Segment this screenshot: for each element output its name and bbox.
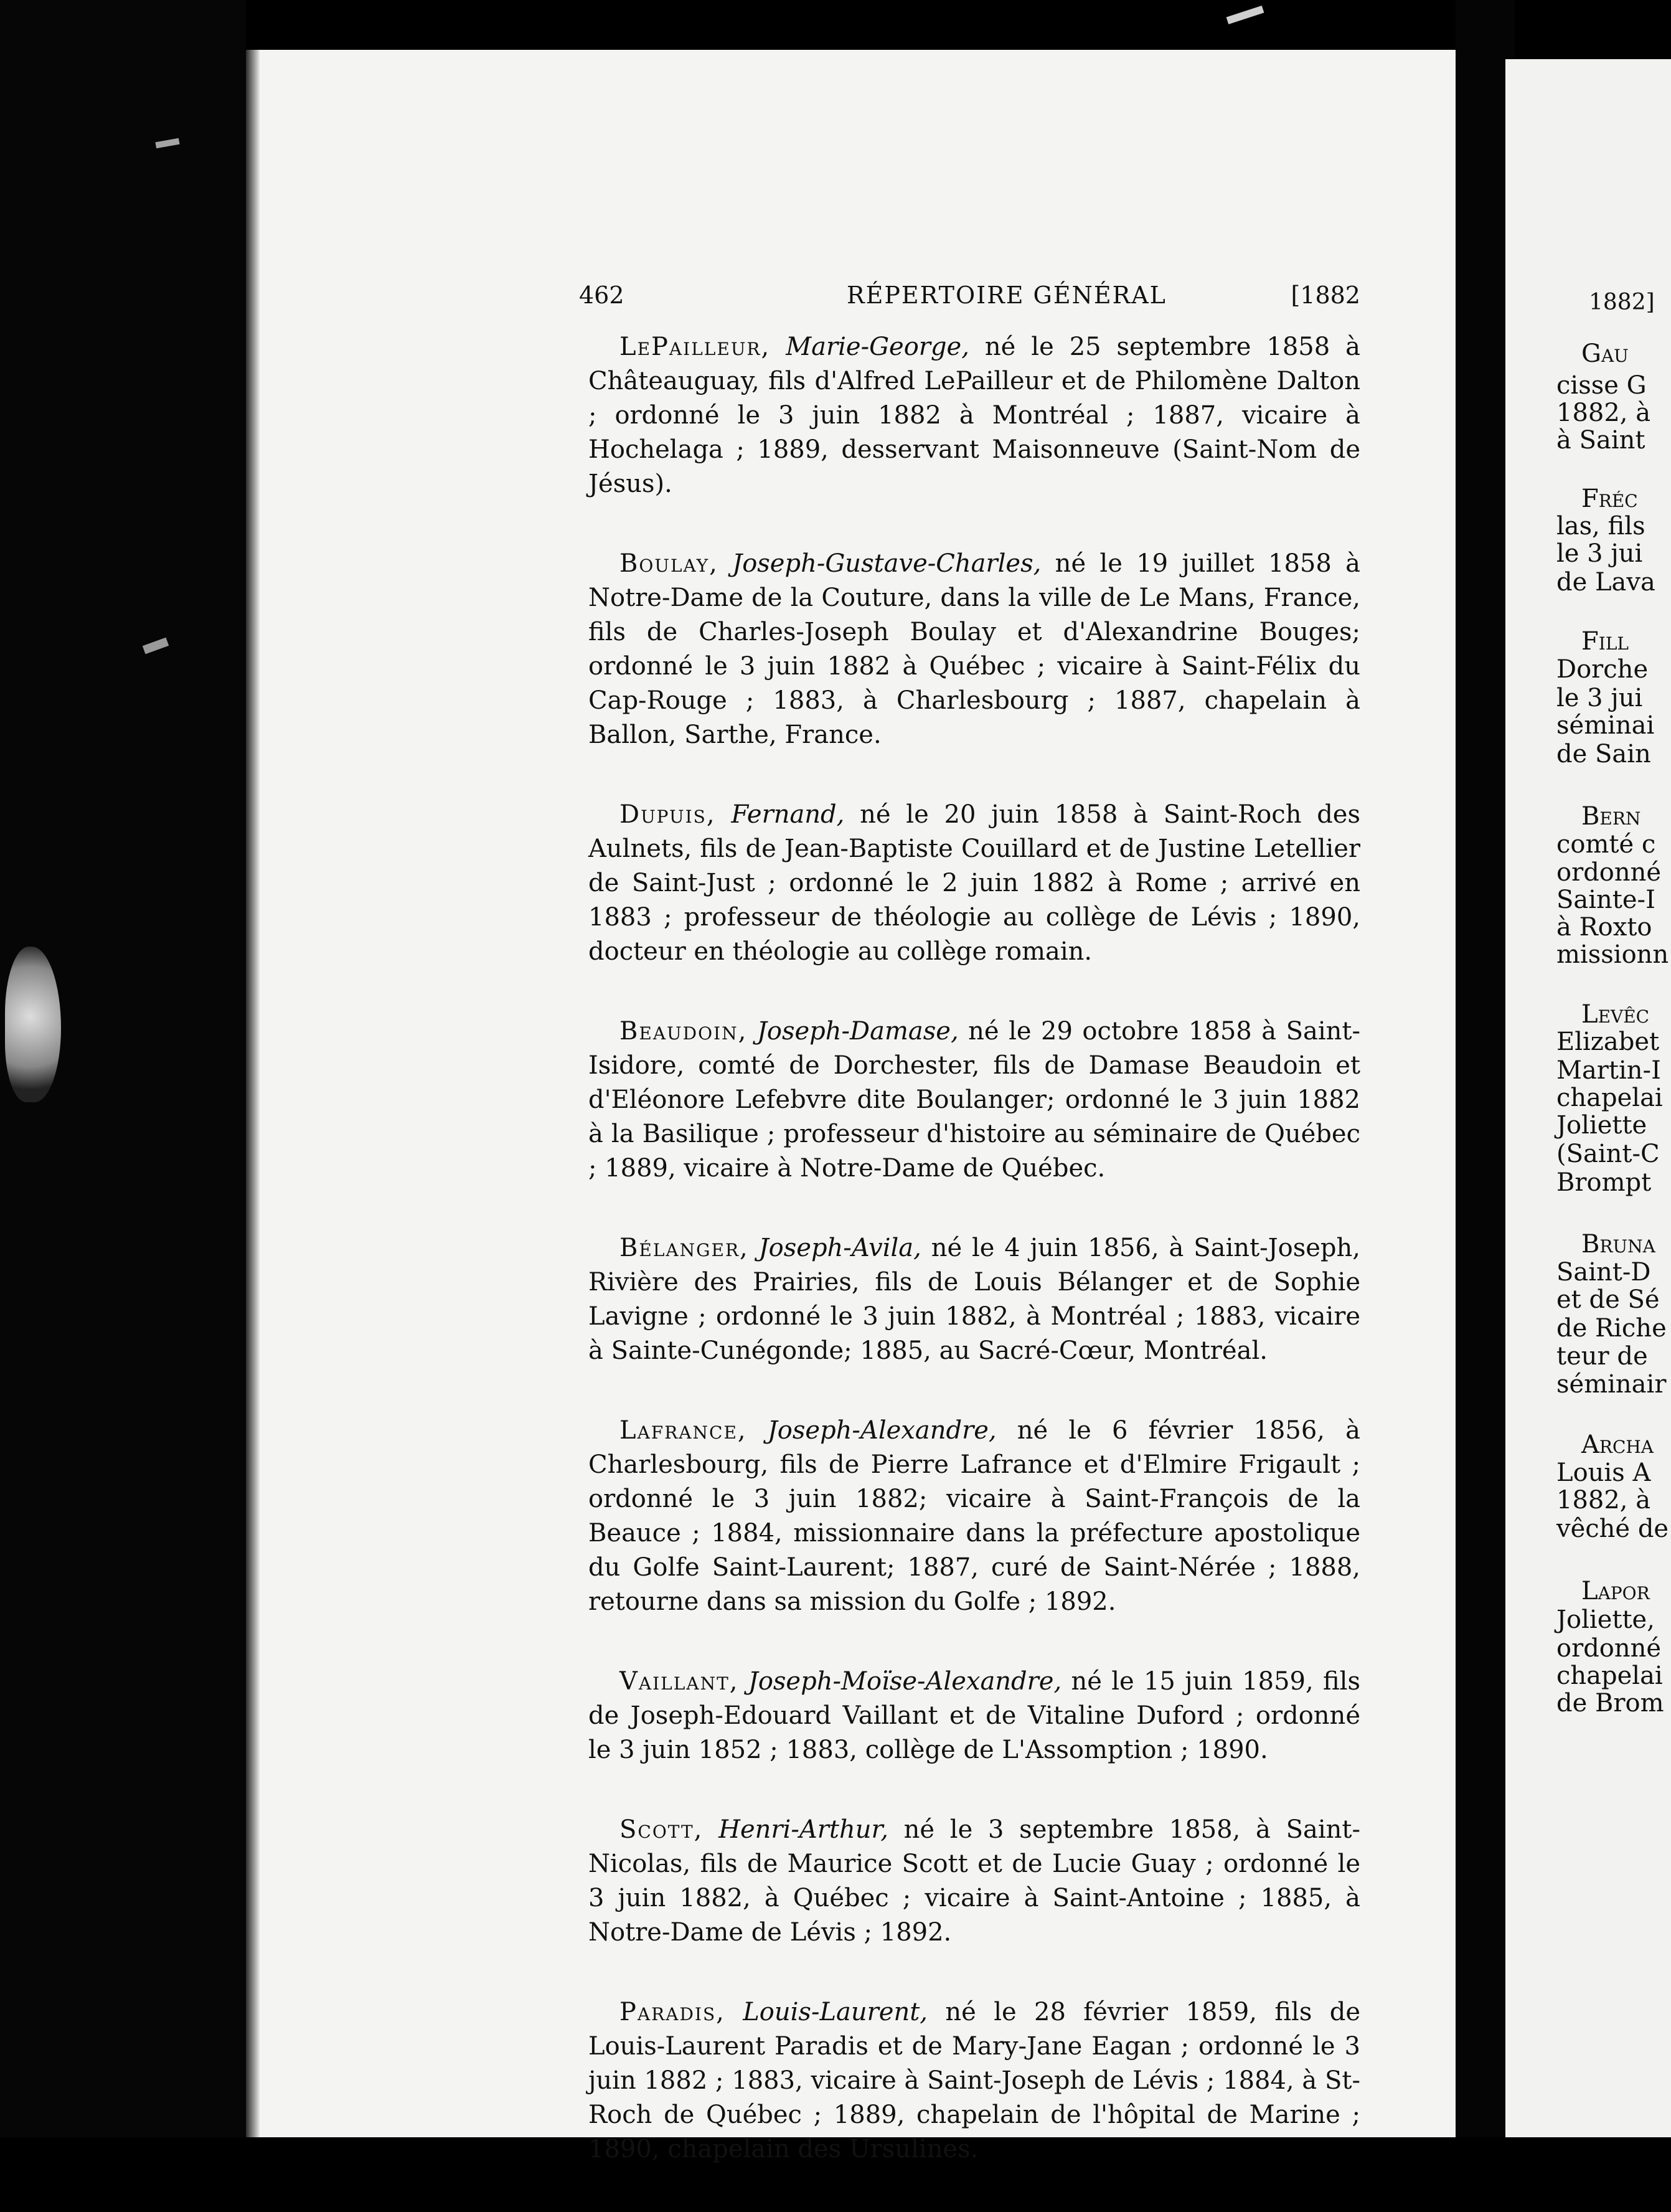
right-page-fragment: Lapor (1581, 1577, 1650, 1605)
page-number: 462 (579, 281, 624, 309)
right-page-fragment: (Saint-C (1556, 1140, 1660, 1168)
margin-mark (1226, 6, 1264, 24)
entry-boulay (588, 547, 1360, 752)
right-page-fragment: séminai (1556, 711, 1655, 740)
right-page-fragment: 1882, à (1556, 399, 1651, 427)
right-page-fragment: Gau (1581, 339, 1629, 368)
entry-surname: Vaillant, (619, 1667, 739, 1696)
right-page-fragment: Brompt (1556, 1168, 1652, 1197)
right-page-fragment: 1882, à (1556, 1486, 1651, 1515)
right-page-fragment: le 3 jui (1556, 684, 1643, 712)
page-edge (246, 50, 260, 2137)
right-page-fragment: comté c (1556, 830, 1656, 859)
entry-vaillant (588, 1665, 1360, 1767)
right-page-fragment: Saint-D (1556, 1258, 1651, 1287)
entry-given-names: Joseph-Avila, (758, 1234, 921, 1262)
entry-surname: Bélanger, (619, 1234, 749, 1262)
entry-lepailleur (588, 330, 1360, 501)
entry-given-names: Joseph-Moïse-Alexandre, (748, 1667, 1062, 1696)
right-page-fragment: Archa (1581, 1430, 1654, 1459)
entry-text: né le 4 juin 1856, à Saint-Joseph, Rivière des Prairies, fils de Louis Bélanger et de Sophie Lavigne ; ordonné le 3 juin 1882, à Montréal ; 1883, vicaire à Sainte-Cunégonde; 1885, au Sacré-Cœur, Montréal. (588, 1234, 1360, 1365)
entry-text: né le 3 septembre 1858, à Saint-Nicolas, fils de Maurice Scott et de Lucie Guay ; ordonné le 3 juin 1882, à Québec ; vicaire à Saint-Antoine ; 1885, à Notre-Dame de Lévis ; 1892. (588, 1815, 1360, 1947)
entry-given-names: Louis-Laurent, (743, 1998, 928, 2026)
right-page-fragment: à Saint (1556, 426, 1645, 455)
entry-dupuis (588, 798, 1360, 969)
right-page-fragment: chapelai (1556, 1084, 1663, 1112)
entry-text: né le 28 février 1859, fils de Louis-Laurent Paradis et de Mary-Jane Eagan ; ordonné le 3 juin 1882 ; 1883, vicaire à Saint-Joseph de Lévis ; 1884, à St-Roch de Québec ; 1889, chapelain de l'hôpital de Marine ; 1890, chapelain des Ursulines. (588, 1998, 1361, 2163)
entry-surname: Lafrance, (619, 1416, 747, 1445)
entry-belanger (588, 1231, 1360, 1368)
right-page-fragment: ordonné (1556, 1634, 1662, 1663)
right-page-fragment: Martin-I (1556, 1056, 1661, 1085)
right-page-fragment: de Lava (1556, 568, 1655, 597)
right-page-fragment: Dorche (1556, 655, 1649, 684)
entry-given-names: Joseph-Alexandre, (767, 1416, 997, 1445)
right-year-bracket: 1882] (1589, 290, 1655, 315)
entry-text: né le 29 octobre 1858 à Saint-Isidore, comté de Dorchester, fils de Damase Beaudoin et d'Eléonore Lefebvre dite Boulanger; ordonné le 3 juin 1882 à la Basilique ; professeur d'histoire au séminaire de Québec ; 1889, vicaire à Notre-Dame de Québec. (588, 1017, 1360, 1183)
page-header (579, 281, 1360, 316)
entry-text: né le 20 juin 1858 à Saint-Roch des Aulnets, fils de Jean-Baptiste Couillard et de Justine Letellier de Saint-Just ; ordonné le 2 juin 1882 à Rome ; arrivé en 1883 ; professeur de théologie au collège de Lévis ; 1890, docteur en théologie au collège romain. (588, 800, 1360, 966)
right-page-fragment: ordonné (1556, 858, 1662, 887)
entry-surname: Paradis, (619, 1998, 725, 2026)
right-page-fragment: Bern (1581, 802, 1641, 831)
right-page-fragment: Sainte-I (1556, 886, 1655, 914)
entry-text: né le 6 février 1856, à Charlesbourg, fils de Pierre Lafrance et d'Elmire Frigault ; ordonné le 3 juin 1882; vicaire à Saint-François de la Beauce ; 1884, missionnaire dans la préfecture apostolique du Golfe Saint-Laurent; 1887, curé de Saint-Nérée ; 1888, retourne dans sa mission du Golfe ; 1892. (588, 1416, 1360, 1616)
running-title: RÉPERTOIRE GÉNÉRAL (847, 281, 1167, 309)
right-page-fragment: le 3 jui (1556, 539, 1643, 568)
right-page-fragment: à Roxto (1556, 913, 1652, 942)
entry-given-names: Joseph-Gustave-Charles, (732, 549, 1042, 578)
right-page-fragment: Fréc (1581, 484, 1638, 513)
right-page-fragment: vêché de (1556, 1515, 1669, 1543)
entry-text: né le 19 juillet 1858 à Notre-Dame de la Couture, dans la ville de Le Mans, France, fils de Charles-Joseph Boulay et d'Alexandrine Bouges; ordonné le 3 juin 1882 à Québec ; vicaire à Saint-Félix du Cap-Rouge ; 1883, à Charlesbourg ; 1887, chapelain à Ballon, Sarthe, France. (588, 549, 1360, 749)
entry-given-names: Marie-George, (786, 333, 969, 361)
right-page-fragment: et de Sé (1556, 1285, 1660, 1314)
right-page-fragment: chapelai (1556, 1661, 1663, 1690)
entries-list (588, 330, 1360, 2212)
entry-surname: Boulay, (619, 549, 718, 578)
entry-surname: Dupuis, (619, 800, 716, 829)
entry-paradis (588, 1995, 1360, 2167)
right-page-fragment: de Riche (1556, 1314, 1667, 1343)
entry-given-names: Joseph-Damase, (756, 1017, 959, 1046)
right-page-fragment: las, fils (1556, 512, 1645, 541)
entry-lafrance (588, 1414, 1360, 1619)
entry-given-names: Fernand, (731, 800, 845, 829)
right-page-fragment: Elizabet (1556, 1028, 1660, 1056)
right-page-fragment: cisse G (1556, 371, 1647, 400)
right-page-fragment: de Sain (1556, 740, 1651, 768)
right-page-fragment: Fill (1581, 627, 1629, 656)
right-page-fragment: de Brom (1556, 1689, 1664, 1718)
right-page-fragment: Joliette, (1556, 1605, 1655, 1634)
right-page-fragment: Louis A (1556, 1458, 1651, 1487)
year-bracket: [1882 (1291, 281, 1360, 309)
entry-surname: LePailleur, (619, 333, 771, 361)
entry-surname: Scott, (619, 1815, 704, 1844)
entry-text: né le 15 juin 1859, fils de Joseph-Edouard Vaillant et de Vitaline Duford ; ordonné le 3 juin 1852 ; 1883, collège de L'Assomption ; 1890. (588, 1667, 1360, 1764)
right-page-fragment: teur de (1556, 1342, 1648, 1371)
right-page-fragment: missionn (1556, 940, 1669, 969)
entry-text: né le 25 septembre 1858 à Châteauguay, fils d'Alfred LePailleur et de Philomène Dalton ; ordonné le 3 juin 1882 à Montréal ; 1887, vicaire à Hochelaga ; 1889, desservant Maisonneuve (Saint-Nom de Jésus). (588, 333, 1361, 498)
entry-surname: Beaudoin, (619, 1017, 748, 1046)
entry-scott (588, 1813, 1360, 1950)
right-page-fragment: Bruna (1581, 1230, 1655, 1259)
right-page-fragment: séminair (1556, 1370, 1667, 1399)
entry-given-names: Henri-Arthur, (718, 1815, 888, 1844)
entry-beaudoin (588, 1014, 1360, 1186)
right-page-fragment: Joliette (1556, 1111, 1647, 1140)
right-page-fragment: Levêc (1581, 1000, 1650, 1029)
